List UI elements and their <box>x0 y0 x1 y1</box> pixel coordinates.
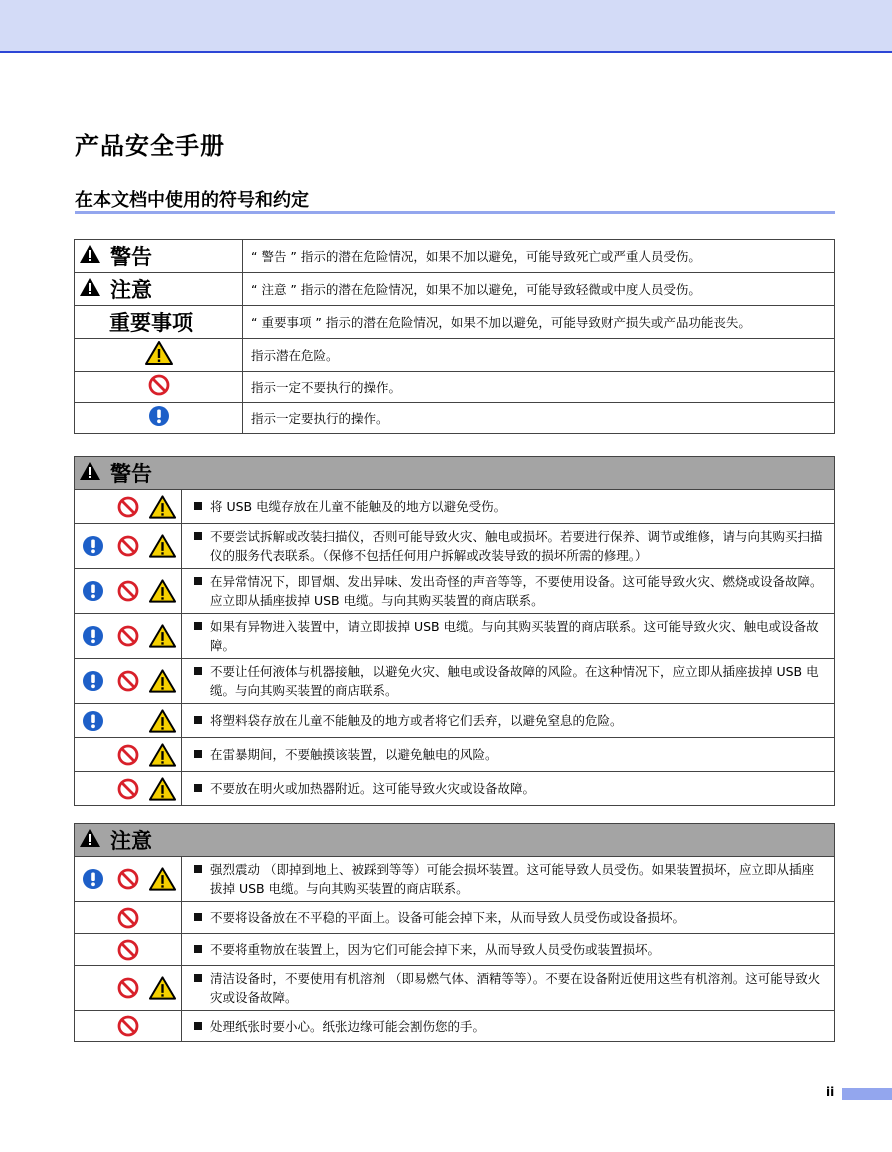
warning-triangle-icon <box>148 742 177 768</box>
safety-instruction-text: 强烈震动 （即掉到地上、被踩到等等）可能会损坏装置。这可能导致人员受伤。如果装置损坏，应立即从插座拔掉 USB 电缆。与向其购买装置的商店联系。 <box>210 862 814 896</box>
table-row <box>75 966 835 1011</box>
legend-desc-important: “ 重要事项 ” 指示的潜在危险情况，如果不加以避免，可能导致财产损失或产品功能丧失。 <box>243 306 835 339</box>
prohibition-icon <box>113 623 142 649</box>
table-row <box>75 614 835 659</box>
bullet-square-icon <box>194 622 202 630</box>
black-warning-triangle-icon <box>79 244 101 269</box>
mandatory-action-icon <box>78 623 107 649</box>
warning-triangle-icon <box>148 623 177 649</box>
legend-label-caution: 注意 <box>110 278 152 302</box>
prohibition-icon <box>113 494 142 520</box>
bullet-square-icon <box>194 865 202 873</box>
prohibition-icon <box>113 975 142 1001</box>
legend-desc-hazard: 指示潜在危险。 <box>243 339 835 372</box>
warning-triangle-icon <box>148 776 177 802</box>
empty-icon-slot <box>148 905 177 931</box>
prohibition-icon <box>113 1013 142 1039</box>
bullet-square-icon <box>194 577 202 585</box>
bullet-square-icon <box>194 974 202 982</box>
bullet-square-icon <box>194 913 202 921</box>
table-row <box>75 738 835 772</box>
warning-triangle-icon <box>148 866 177 892</box>
warning-triangle-icon <box>148 708 177 734</box>
prohibition-icon <box>113 937 142 963</box>
table-row <box>75 524 835 569</box>
mandatory-action-icon <box>148 405 170 431</box>
legend-desc-warning: “ 警告 ” 指示的潜在危险情况，如果不加以避免，可能导致死亡或严重人员受伤。 <box>243 240 835 273</box>
prohibition-icon <box>113 668 142 694</box>
page-tab-marker <box>842 1088 892 1100</box>
warning-triangle-icon <box>144 340 174 370</box>
mandatory-action-icon <box>78 533 107 559</box>
safety-instruction-text: 不要放在明火或加热器附近。这可能导致火灾或设备故障。 <box>210 781 536 796</box>
legend-label-important: 重要事项 <box>109 311 193 335</box>
caution-section-table <box>74 823 835 1042</box>
table-row <box>75 704 835 738</box>
legend-desc-caution: “ 注意 ” 指示的潜在危险情况，如果不加以避免，可能导致轻微或中度人员受伤。 <box>243 273 835 306</box>
safety-instruction-text: 在雷暴期间，不要触摸该装置，以避免触电的风险。 <box>210 747 498 762</box>
safety-instruction-text: 在异常情况下，即冒烟、发出异味、发出奇怪的声音等等，不要使用设备。这可能导致火灾、燃烧或设备故障。应立即从插座拔掉 USB 电缆。与向其购买装置的商店联系。 <box>210 574 823 608</box>
legend-row-important <box>75 306 835 339</box>
mandatory-action-icon <box>78 708 107 734</box>
mandatory-action-icon <box>78 578 107 604</box>
section-title: 在本文档中使用的符号和约定 <box>75 190 309 211</box>
warning-triangle-icon <box>148 494 177 520</box>
bullet-square-icon <box>194 784 202 792</box>
section-header-row <box>75 824 835 857</box>
black-warning-triangle-icon <box>79 828 101 853</box>
caution-section-header: 注意 <box>110 829 152 853</box>
safety-instruction-text: 不要将重物放在装置上，因为它们可能会掉下来，从而导致人员受伤或装置损坏。 <box>210 942 661 957</box>
empty-icon-slot <box>113 708 142 734</box>
legend-row-prohibited <box>75 372 835 403</box>
page-number: ii <box>826 1085 835 1099</box>
safety-instruction-text: 不要让任何液体与机器接触，以避免火灾、触电或设备故障的风险。在这种情况下，应立即从插座拔掉 USB 电缆。与向其购买装置的商店联系。 <box>210 664 819 698</box>
legend-row-mandatory <box>75 403 835 434</box>
prohibition-icon <box>113 742 142 768</box>
empty-icon-slot <box>148 937 177 963</box>
prohibition-icon <box>113 776 142 802</box>
safety-instruction-text: 不要尝试拆解或改装扫描仪，否则可能导致火灾、触电或损坏。若要进行保养、调节或维修，请与向其购买扫描仪的服务代表联系。（保修不包括任何用户拆解或改装导致的损坏所需的修理。） <box>210 529 823 563</box>
warning-triangle-icon <box>148 533 177 559</box>
mandatory-action-icon <box>78 866 107 892</box>
table-row <box>75 1011 835 1042</box>
mandatory-action-icon <box>78 668 107 694</box>
prohibition-icon <box>113 578 142 604</box>
legend-row-caution <box>75 273 835 306</box>
warning-triangle-icon <box>148 975 177 1001</box>
page-title: 产品安全手册 <box>75 132 225 160</box>
prohibition-icon <box>113 866 142 892</box>
warning-section-header: 警告 <box>110 462 152 486</box>
warning-section-table <box>74 456 835 806</box>
safety-instruction-text: 将 USB 电缆存放在儿童不能触及的地方以避免受伤。 <box>210 499 507 514</box>
symbol-legend-table <box>74 239 835 434</box>
table-row <box>75 902 835 934</box>
table-row <box>75 934 835 966</box>
safety-instruction-text: 处理纸张时要小心。纸张边缘可能会割伤您的手。 <box>210 1018 486 1034</box>
bullet-square-icon <box>194 532 202 540</box>
bullet-square-icon <box>194 502 202 510</box>
table-row <box>75 659 835 704</box>
table-row <box>75 772 835 806</box>
bullet-square-icon <box>194 667 202 675</box>
prohibition-icon <box>113 533 142 559</box>
legend-desc-mandatory: 指示一定要执行的操作。 <box>243 403 835 434</box>
table-row <box>75 569 835 614</box>
bullet-square-icon <box>194 945 202 953</box>
safety-instruction-text: 将塑料袋存放在儿童不能触及的地方或者将它们丢弃，以避免窒息的危险。 <box>210 713 623 728</box>
warning-triangle-icon <box>148 578 177 604</box>
safety-instruction-text: 不要将设备放在不平稳的平面上。设备可能会掉下来，从而导致人员受伤或设备损坏。 <box>210 910 686 925</box>
safety-instruction-text: 清洁设备时，不要使用有机溶剂 （即易燃气体、酒精等等）。不要在设备附近使用这些有机溶剂。这可能导致火灾或设备故障。 <box>210 971 821 1005</box>
bullet-square-icon <box>194 1022 202 1030</box>
warning-triangle-icon <box>148 668 177 694</box>
prohibition-icon <box>148 374 170 400</box>
legend-row-hazard <box>75 339 835 372</box>
table-row <box>75 857 835 902</box>
legend-row-warning <box>75 240 835 273</box>
legend-desc-prohibited: 指示一定不要执行的操作。 <box>243 372 835 403</box>
safety-instruction-text: 如果有异物进入装置中，请立即拔掉 USB 电缆。与向其购买装置的商店联系。这可能导致火灾、触电或设备故障。 <box>210 619 819 653</box>
table-row <box>75 490 835 524</box>
black-warning-triangle-icon <box>79 461 101 486</box>
bullet-square-icon <box>194 750 202 758</box>
bullet-square-icon <box>194 716 202 724</box>
legend-label-warning: 警告 <box>110 245 152 269</box>
section-header-row <box>75 457 835 490</box>
top-header-band <box>0 0 892 53</box>
section-title-underline <box>75 211 835 214</box>
black-warning-triangle-icon <box>79 277 101 302</box>
empty-icon-slot <box>148 1013 177 1039</box>
prohibition-icon <box>113 905 142 931</box>
